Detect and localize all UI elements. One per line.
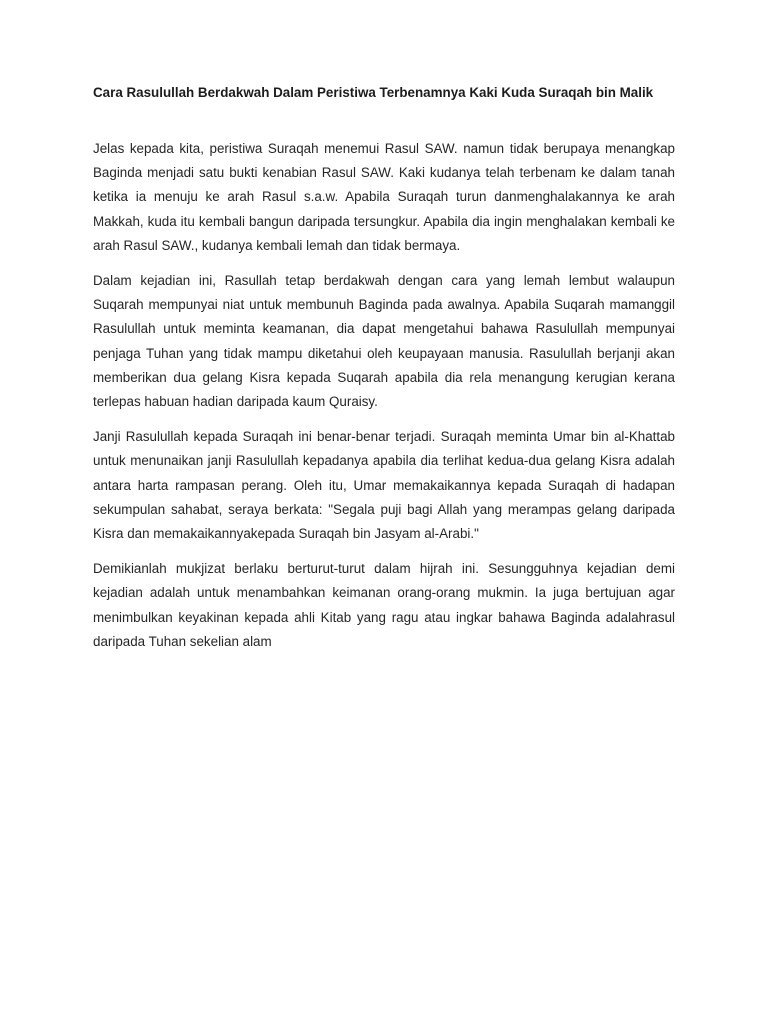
paragraph-4: Demikianlah mukjizat berlaku berturut-turut dalam hijrah ini. Sesungguhnya kejadian demi kejadian adalah untuk menambahkan keimanan orang-orang mukmin. Ia juga bertujuan agar menimbulkan keyakinan kepada ahli Kitab yang ragu atau ingkar bahawa Baginda adalahrasul daripada Tuhan sekelian alam — [93, 561, 675, 649]
paragraph-3: Janji Rasulullah kepada Suraqah ini benar-benar terjadi. Suraqah meminta Umar bin al-Khattab untuk menunaikan janji Rasulullah kepadanya apabila dia terlihat kedua-dua gelang Kisra adalah antara harta rampasan perang. Oleh itu, Umar memakaikannya kepada Suraqah di hadapan sekumpulan sahabat, seraya berkata: "Segala puji bagi Allah yang merampas gelang daripada Kisra dan memakaikannyakepada Suraqah bin Jasyam al-Arabi." — [93, 429, 675, 542]
paragraph-2: Dalam kejadian ini, Rasullah tetap berdakwah dengan cara yang lemah lembut walaupun Suqarah mempunyai niat untuk membunuh Baginda pada awalnya. Apabila Suqarah mamanggil Rasulullah untuk meminta keamanan, dia dapat mengetahui bahawa Rasulullah mempunyai penjaga Tuhan yang tidak mampu diketahui oleh keupayaan manusia. Rasulullah berjanji akan memberikan dua gelang Kisra kepada Suqarah apabila dia rela menangung kerugian kerana terlepas habuan hadian daripada kaum Quraisy. — [93, 273, 675, 410]
document-page — [93, 84, 675, 665]
document-title: Cara Rasulullah Berdakwah Dalam Peristiwa Terbenamnya Kaki Kuda Suraqah bin Malik — [93, 85, 654, 100]
paragraph-1: Jelas kepada kita, peristiwa Suraqah menemui Rasul SAW. namun tidak berupaya menangkap Baginda menjadi satu bukti kenabian Rasul SAW. Kaki kudanya telah terbenam ke dalam tanah ketika ia menuju ke arah Rasul s.a.w. Apabila Suraqah turun danmenghalakannya ke arah Makkah, kuda itu kembali bangun daripada tersungkur. Apabila dia ingin menghalakan kembali ke arah Rasul SAW., kudanya kembali lemah dan tidak bermaya. — [93, 141, 675, 253]
